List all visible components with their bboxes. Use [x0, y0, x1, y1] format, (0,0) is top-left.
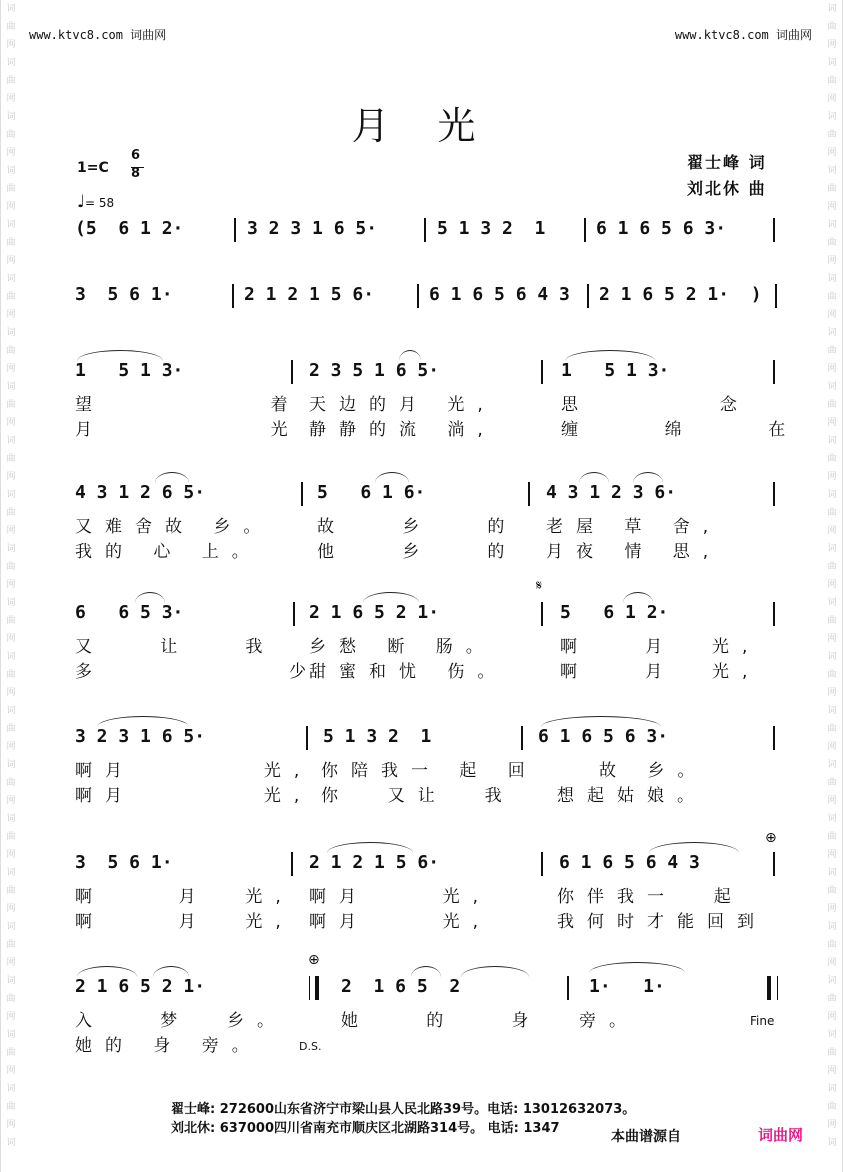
watermark-char: 网	[827, 472, 837, 482]
watermark-char: 曲	[6, 562, 16, 572]
site-header-right[interactable]: www.ktvc8.com 词曲网	[674, 28, 812, 42]
barline	[521, 726, 523, 750]
watermark-char: 曲	[827, 832, 837, 842]
barline	[234, 218, 236, 242]
repeat-barline	[309, 976, 319, 1000]
watermark-char: 网	[827, 310, 837, 320]
measure: 6 1 6 5 6 3·	[596, 218, 727, 239]
lyric-verse-2: 我何时才能回到	[557, 912, 767, 932]
watermark-char: 曲	[6, 454, 16, 464]
watermark-char: 词	[827, 436, 837, 446]
measure: 5 1 3 2 1	[437, 218, 546, 239]
composer-credit: 刘北休 曲	[687, 179, 767, 198]
measure: 2 1 2 1 5 6·	[244, 284, 375, 305]
watermark-char: 曲	[827, 994, 837, 1004]
measure: 5 1 3 2 1	[323, 726, 432, 747]
watermark-char: 网	[6, 202, 16, 212]
watermark-char: 网	[827, 526, 837, 536]
watermark-char: 网	[6, 40, 16, 50]
watermark-char: 曲	[827, 292, 837, 302]
watermark-char: 网	[827, 634, 837, 644]
watermark-char: 词	[827, 706, 837, 716]
watermark-char: 词	[6, 58, 16, 68]
coda-icon: ⊕	[765, 830, 777, 846]
final-barline	[767, 976, 778, 1000]
slur	[461, 966, 529, 977]
measure: 3 5 6 1·	[75, 852, 173, 873]
lyric-verse-1: 思 念	[561, 395, 750, 415]
watermark-char: 曲	[6, 400, 16, 410]
barline	[773, 602, 775, 626]
address-composer: 刘北休: 637000四川省南充市顺庆区北湖路314号。 电话: 1347	[171, 1121, 560, 1136]
lyric-verse-2: 啊月 光,	[309, 912, 492, 932]
watermark-char: 曲	[6, 346, 16, 356]
watermark-char: 词	[827, 922, 837, 932]
measure: 6 1 6 5 6 3·	[538, 726, 669, 747]
watermark-char: 网	[6, 1012, 16, 1022]
slur	[589, 962, 685, 973]
lyric-verse-2: 多 少	[75, 662, 320, 682]
coda-icon: ⊕	[308, 952, 320, 968]
watermark-char: 曲	[827, 400, 837, 410]
measure: 1 5 1 3·	[561, 360, 670, 381]
watermark-char: 词	[827, 598, 837, 608]
watermark-char: 词	[6, 868, 16, 878]
watermark-char: 网	[6, 310, 16, 320]
lyric-verse-1: 啊月 光,	[309, 887, 492, 907]
lyric-verse-1: 啊 月 光,	[560, 637, 761, 657]
watermark-char: 网	[827, 1120, 837, 1130]
watermark-char: 词	[6, 436, 16, 446]
lyric-verse-1: 啊月 光,	[75, 761, 313, 781]
watermark-char: 网	[827, 1012, 837, 1022]
watermark-char: 网	[827, 850, 837, 860]
lyric-verse-1: 望 着	[75, 395, 301, 415]
barline	[301, 482, 303, 506]
barline	[541, 360, 543, 384]
watermark-char: 曲	[827, 130, 837, 140]
barline	[306, 726, 308, 750]
barline	[773, 218, 775, 242]
watermark-char: 网	[6, 580, 16, 590]
watermark-char: 词	[827, 868, 837, 878]
quarter-note-icon: ♩	[77, 192, 86, 212]
barline	[773, 726, 775, 750]
watermark-char: 网	[6, 472, 16, 482]
watermark-char: 曲	[827, 76, 837, 86]
lyric-verse-2: 缠 绵 在	[561, 420, 799, 440]
measure: 5 6 1 2·	[560, 602, 669, 623]
segno-icon: 𝄋	[536, 578, 543, 594]
lyric-verse-2: 她的 身 旁。	[75, 1036, 262, 1056]
barline	[773, 360, 775, 384]
lyric-verse-2: 啊 月 光,	[75, 912, 294, 932]
watermark-char: 网	[827, 202, 837, 212]
watermark-char: 网	[827, 796, 837, 806]
tempo-marking	[77, 192, 114, 212]
measure: 3 5 6 1·	[75, 284, 173, 305]
measure: 5 6 1 6·	[317, 482, 426, 503]
watermark-char: 曲	[6, 508, 16, 518]
watermark-char: 词	[6, 274, 16, 284]
measure: (5 6 1 2·	[75, 218, 184, 239]
watermark-char: 网	[827, 40, 837, 50]
watermark-char: 网	[6, 688, 16, 698]
watermark-char: 词	[6, 598, 16, 608]
watermark-char: 词	[6, 922, 16, 932]
watermark-char: 词	[827, 1084, 837, 1094]
watermark-char: 网	[6, 796, 16, 806]
watermark-char: 词	[6, 112, 16, 122]
watermark-char: 词	[6, 706, 16, 716]
watermark-char: 曲	[6, 22, 16, 32]
watermark-char: 曲	[6, 184, 16, 194]
lyric-verse-1: 又难舍故 乡。	[75, 517, 274, 537]
barline	[587, 284, 589, 308]
barline	[293, 602, 295, 626]
watermark-char: 网	[6, 256, 16, 266]
watermark-char: 网	[827, 904, 837, 914]
watermark-char: 网	[827, 580, 837, 590]
watermark-char: 网	[6, 958, 16, 968]
lyric-verse-1: 啊 月 光,	[75, 887, 294, 907]
key-signature: 1=C	[77, 160, 109, 176]
measure: 4 3 1 2 6 5·	[75, 482, 206, 503]
lyric-verse-1: 入 梦 乡。	[75, 1011, 288, 1031]
watermark-char: 网	[827, 958, 837, 968]
lyricist-credit: 翟士峰 词	[687, 153, 767, 172]
watermark-char: 词	[827, 4, 837, 14]
watermark-char: 曲	[827, 616, 837, 626]
lyric-verse-2: 甜蜜和忧 伤。	[309, 662, 508, 682]
watermark-char: 网	[6, 904, 16, 914]
lyric-verse-1: 你陪我一 起 回	[321, 761, 538, 781]
watermark-char: 曲	[827, 454, 837, 464]
watermark-char: 网	[6, 742, 16, 752]
song-title: 月 光	[351, 104, 494, 148]
barline	[773, 482, 775, 506]
watermark-char: 词	[827, 112, 837, 122]
watermark-char: 词	[827, 166, 837, 176]
watermark-char: 词	[6, 4, 16, 14]
watermark-char: 曲	[6, 670, 16, 680]
lyric-verse-1: 故 乡。	[599, 761, 708, 781]
barline	[291, 360, 293, 384]
lyric-verse-1: 老屋 草 舍,	[546, 517, 722, 537]
watermark-char: 网	[827, 256, 837, 266]
watermark-char: 曲	[6, 238, 16, 248]
watermark-char: 词	[827, 1138, 837, 1148]
measure: 2 1 6 5 2	[341, 976, 461, 997]
lyric-verse-2: 想起姑娘。	[557, 786, 707, 806]
ds-marking: D.S.	[299, 1040, 322, 1053]
watermark-char: 词	[827, 382, 837, 392]
watermark-char: 曲	[6, 130, 16, 140]
watermark-char: 曲	[6, 1048, 16, 1058]
watermark-char: 曲	[6, 994, 16, 1004]
watermark-char: 曲	[6, 832, 16, 842]
watermark-char: 网	[827, 94, 837, 104]
brand-logo[interactable]: 词曲网	[758, 1126, 804, 1144]
lyric-verse-2: 他 乡 的	[317, 542, 518, 562]
watermark-char: 词	[6, 544, 16, 554]
measure: 2 1 6 5 2 1·	[309, 602, 440, 623]
watermark-char: 词	[6, 814, 16, 824]
watermark-char: 网	[6, 94, 16, 104]
measure: 1· 1·	[589, 976, 665, 997]
barline	[567, 976, 569, 1000]
watermark-char: 词	[6, 976, 16, 986]
watermark-char: 曲	[827, 562, 837, 572]
lyric-verse-2: 我的 心 上。	[75, 542, 262, 562]
watermark-char: 词	[827, 652, 837, 662]
measure: 4 3 1 2 3 6·	[546, 482, 677, 503]
watermark-char: 网	[827, 688, 837, 698]
watermark-char: 网	[6, 148, 16, 158]
measure: 2 1 2 1 5 6·	[309, 852, 440, 873]
address-lyricist: 翟士峰: 272600山东省济宁市梁山县人民北路39号。电话: 13012632073。	[171, 1102, 636, 1117]
barline	[417, 284, 419, 308]
lyric-verse-1: 旁。	[579, 1011, 639, 1031]
source-note: 本曲谱源自	[611, 1129, 681, 1145]
watermark-char: 网	[827, 1066, 837, 1076]
measure: 2 1 6 5 2 1·	[75, 976, 206, 997]
measure: 6 1 6 5 6 4 3	[429, 284, 570, 305]
barline	[232, 284, 234, 308]
watermark-char: 曲	[827, 940, 837, 950]
watermark-char: 网	[827, 418, 837, 428]
watermark-char: 词	[827, 220, 837, 230]
watermark-char: 网	[6, 418, 16, 428]
left-watermark-strip	[4, 0, 18, 1172]
watermark-char: 曲	[6, 76, 16, 86]
lyric-verse-2: 啊 月 光,	[560, 662, 761, 682]
watermark-char: 曲	[6, 886, 16, 896]
watermark-char: 曲	[6, 778, 16, 788]
watermark-char: 曲	[6, 724, 16, 734]
lyric-verse-1: 故 乡 的	[317, 517, 518, 537]
watermark-char: 曲	[827, 346, 837, 356]
watermark-char: 网	[6, 634, 16, 644]
watermark-char: 词	[827, 814, 837, 824]
watermark-char: 词	[6, 1084, 16, 1094]
watermark-char: 词	[827, 976, 837, 986]
watermark-char: 词	[6, 490, 16, 500]
watermark-char: 网	[827, 364, 837, 374]
barline	[291, 852, 293, 876]
lyric-verse-2: 静静的流 淌,	[309, 420, 496, 440]
watermark-char: 词	[827, 58, 837, 68]
watermark-char: 曲	[827, 778, 837, 788]
watermark-char: 网	[827, 148, 837, 158]
barline	[584, 218, 586, 242]
lyric-verse-1: 又 让 我	[75, 637, 276, 657]
time-signature-top: 6	[131, 148, 141, 163]
lyric-verse-1: 她 的 身	[341, 1011, 542, 1031]
watermark-char: 词	[6, 328, 16, 338]
lyric-verse-2: 啊月 光,	[75, 786, 313, 806]
watermark-char: 网	[827, 742, 837, 752]
lyric-verse-1: 乡愁 断 肠。	[309, 637, 496, 657]
barline	[541, 852, 543, 876]
measure: 6 6 5 3·	[75, 602, 184, 623]
fine-marking: Fine	[750, 1014, 775, 1028]
barline	[773, 852, 775, 876]
barline	[424, 218, 426, 242]
watermark-char: 词	[827, 274, 837, 284]
watermark-char: 词	[827, 760, 837, 770]
watermark-char: 词	[6, 382, 16, 392]
watermark-char: 曲	[827, 508, 837, 518]
watermark-char: 曲	[6, 292, 16, 302]
measure: 1 5 1 3·	[75, 360, 184, 381]
watermark-char: 网	[6, 850, 16, 860]
watermark-char: 词	[6, 652, 16, 662]
measure: 3 2 3 1 6 5·	[247, 218, 378, 239]
measure: 6 1 6 5 6 4 3	[559, 852, 700, 873]
watermark-char: 词	[6, 166, 16, 176]
watermark-char: 网	[6, 526, 16, 536]
measure: 2 3 5 1 6 5·	[309, 360, 440, 381]
watermark-char: 曲	[827, 1102, 837, 1112]
watermark-char: 词	[6, 1138, 16, 1148]
watermark-char: 词	[6, 220, 16, 230]
barline	[775, 284, 777, 308]
measure: 2 1 6 5 2 1· )	[599, 284, 762, 305]
lyric-verse-2: 月夜 情 思,	[546, 542, 722, 562]
watermark-char: 词	[827, 328, 837, 338]
watermark-char: 曲	[827, 238, 837, 248]
watermark-char: 词	[827, 490, 837, 500]
lyric-verse-2: 你 又让 我	[321, 786, 515, 806]
tempo-value: = 58	[85, 196, 115, 210]
watermark-char: 曲	[827, 886, 837, 896]
watermark-char: 词	[827, 544, 837, 554]
site-header-left[interactable]: www.ktvc8.com 词曲网	[29, 28, 167, 42]
lyric-verse-1: 你伴我一 起	[557, 887, 744, 907]
measure: 3 2 3 1 6 5·	[75, 726, 206, 747]
watermark-char: 网	[6, 1120, 16, 1130]
watermark-char: 词	[827, 1030, 837, 1040]
lyric-verse-1: 天边的月 光,	[309, 395, 496, 415]
watermark-char: 网	[6, 364, 16, 374]
watermark-char: 曲	[827, 184, 837, 194]
time-signature-bottom: 8	[131, 166, 141, 181]
barline	[541, 602, 543, 626]
watermark-char: 曲	[827, 724, 837, 734]
watermark-char: 曲	[6, 1102, 16, 1112]
barline	[528, 482, 530, 506]
lyric-verse-2: 月 光	[75, 420, 301, 440]
watermark-char: 词	[6, 1030, 16, 1040]
watermark-char: 网	[6, 1066, 16, 1076]
watermark-char: 曲	[6, 616, 16, 626]
watermark-char: 词	[6, 760, 16, 770]
watermark-char: 曲	[6, 940, 16, 950]
watermark-char: 曲	[827, 670, 837, 680]
watermark-char: 曲	[827, 1048, 837, 1058]
right-watermark-strip	[825, 0, 839, 1172]
watermark-char: 曲	[827, 22, 837, 32]
